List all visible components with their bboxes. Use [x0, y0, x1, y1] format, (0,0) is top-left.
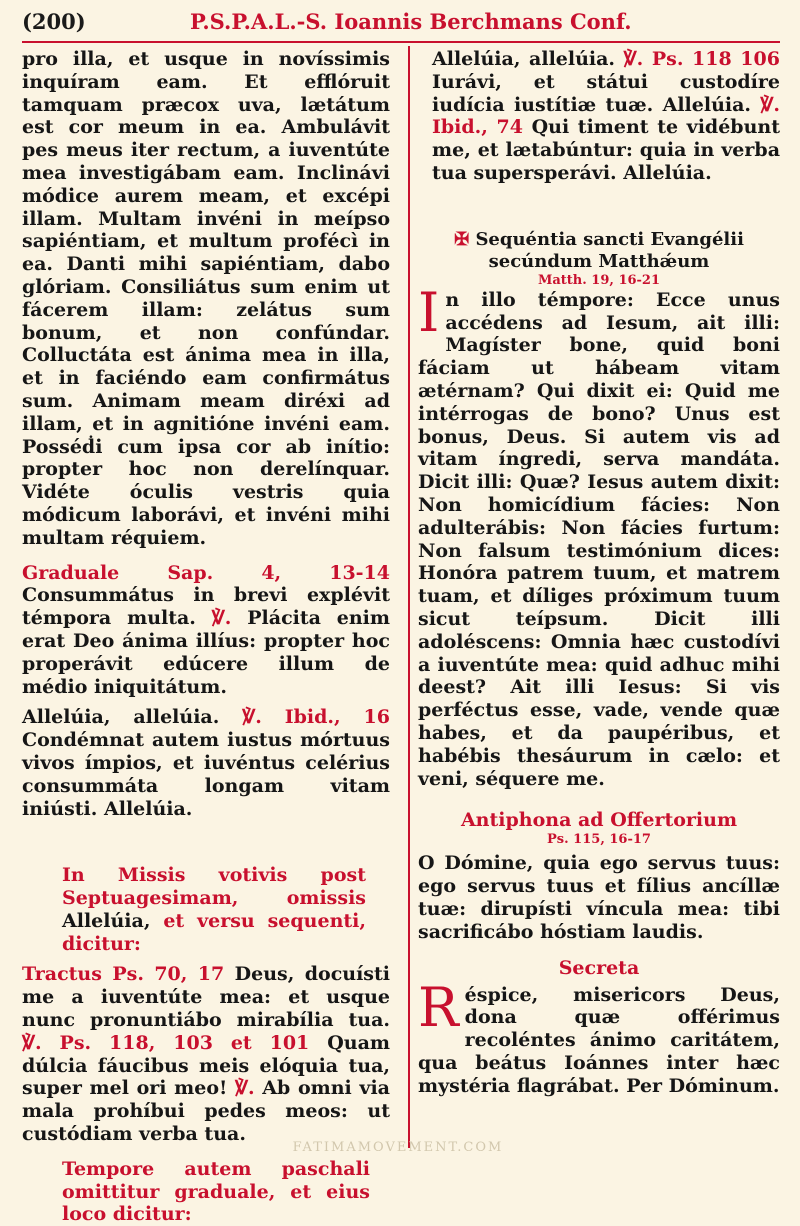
rubric-alleluia: Allelúia, — [62, 909, 151, 932]
page-header — [22, 6, 782, 38]
tractus-text-1: Deus, docuísti me a iuventúte mea: et usque nunc pronuntiábo mirabília tua. — [22, 963, 390, 1032]
gospel-heading — [418, 229, 780, 273]
paschal-alleluia-intro: Allelúia, allelúia. — [432, 48, 616, 70]
tractus-text-2: Quam dúlcia fáucibus meis elóquia tua, super mel ori meo! — [22, 1031, 390, 1100]
gospel-dropcap: I — [418, 280, 440, 344]
offertory-title: Antiphona ad Offertorium — [460, 809, 738, 832]
page-title: P.S.P.A.L.-S. Ioannis Berchmans Conf. — [190, 9, 632, 34]
lesson-text: pro illa, et usque in novíssimis inquíram eam. Et efflóruit tamquam præcox uva, lætátum est cor meum in ea. Ambulávit pes meus iter rectum, a iuventúte mea investigábam eam. Inclinávi módice aurem meam, et excépi illam. Multam invéni in meípso sapiéntiam, et multum profécì in ea. Danti mihi sapiéntiam, dabo glóriam. Consiliátus sum enim ut fácerem illam: zelátus sum bonum, et non confúndar. Colluctáta est ánima mea in illa, et in faciéndo eam confirmátus sum. Animam meam diréxi ad illam, et in agnitióne invéni eam. Posséḋi cum ipsa cor ab inítio: propter hoc non derelínquar. Vidéte óculis vestris quia módicum laborávi, et invéni mihi multam réquiem. — [22, 48, 390, 549]
tractus-label: Tractus Ps. 70, 17 — [22, 963, 225, 986]
secreta-text: éspice, misericors Deus, dona quæ offérimus recoléntes ánimo caritátem, qua beátus Ioánnes inter hæc mystéria flagrábat. Per Dóminum. — [418, 983, 780, 1097]
header-rule — [22, 41, 780, 43]
tractus-text-3: Ab omni via mala prohíbui pedes meos: ut custódiam verba tua. — [22, 1077, 390, 1146]
secreta-title: Secreta — [558, 956, 640, 979]
graduale-label: Graduale Sap. 4, 13-14 — [22, 561, 390, 584]
paschal-ps-ref: Ps. 118 106 — [651, 48, 780, 70]
alleluia-intro: Allelúia, allelúia. — [22, 706, 220, 729]
graduale — [22, 562, 390, 699]
graduale-text-1: Consummátus in brevi explévit témpora multa. — [22, 584, 390, 630]
rubric-paschal: Tempore autem paschali omittitur graduale, et eius loco dicitur: — [62, 1157, 370, 1226]
column-divider — [408, 46, 410, 1148]
versicle-icon: ℣. — [22, 1031, 42, 1054]
graduale-text-2: Plácita enim erat Deo ánima illíus: propter hoc properávit edúcere illum de médio iniquitátum. — [22, 607, 391, 698]
offertory-ref: Ps. 115, 16-17 — [547, 832, 651, 848]
gospel-title-2: secúndum Matthǽum — [488, 250, 710, 272]
tractus — [22, 963, 390, 1145]
gospel-ref: Matth. 19, 16-21 — [537, 272, 661, 288]
offertory-text: O Dómine, quia ego servus tuus: ego servus tuus et fílius ancíllæ tuæ: dirupísti víncula mea: tibi sacrificábo hóstiam laudis. — [418, 852, 780, 943]
left-column — [22, 48, 390, 1226]
paschal-alleluia — [418, 48, 780, 185]
gospel-text: n illo témpore: Ecce unus accédens ad Iesum, ait illi: Magíster bone, quid boni fáciam ut hábeam vitam ætérnam? Qui dixit ei: Quid me intérrogas de bono? Unus est bonus, Deus. Si autem vis ad vitam íngredi, serva mandáta. Dicit illi: Quæ? Iesus autem dixit: Non homicídium fácies: Non adulterábis: Non fácies furtum: Non falsum testimónium dices: Honóra patrem tuum, et matrem tuam, et díliges próximum tuum sicut teípsum. Dicit illi adoléscens: Omnia hæc custodívi a iuventúte mea: quid adhuc mihi deest? Ait illi Iesus: Si vis perféctus esse, vade, vende quæ habes, et da paupéribus, et habébis thesáurum in cælo: et veni, séquere me. — [418, 288, 780, 790]
page-number: (200) — [22, 9, 86, 34]
gospel-title-1: Sequéntia sancti Evangélii — [475, 228, 744, 250]
rubric-votive: In Missis votivis post Septuagesimam, omissis Allelúia, et versu sequenti, dicitur: — [62, 864, 367, 955]
secreta-dropcap: R — [418, 975, 459, 1039]
right-column — [418, 48, 780, 1097]
versicle-icon: ℣. — [760, 93, 780, 116]
versicle-icon: ℣. — [242, 706, 262, 729]
versicle-icon: ℣. — [623, 48, 644, 70]
alleluia-ref: Ibid., 16 — [284, 706, 390, 729]
watermark: FATIMAMOVEMENT.COM — [292, 1140, 504, 1155]
paschal-ibid-text: Qui timent te vidébunt me, et lætabúntur: quia in verba tua supersperávi. Allelúia. — [432, 116, 780, 184]
paschal-ibid-ref: Ibid., 74 — [432, 116, 523, 139]
tractus-ref-2: Ps. 118, 103 et 101 — [59, 1031, 310, 1054]
alleluia-text: Condémnat autem iustus mórtuus vivos ímpios, et iuvéntus celérius consummáta longam vitam iniústi. Allelúia. — [22, 729, 390, 820]
cross-icon: ✠ — [454, 228, 470, 250]
versicle-icon: ℣. — [235, 1077, 255, 1100]
secreta-text-block — [418, 975, 780, 1098]
paschal-ps-text: Iurávi, et státui custodíre iudícia iustítiæ tuæ. Allelúia. — [432, 70, 780, 116]
versicle-icon: ℣. — [211, 607, 232, 630]
alleluia-verse — [22, 706, 390, 820]
